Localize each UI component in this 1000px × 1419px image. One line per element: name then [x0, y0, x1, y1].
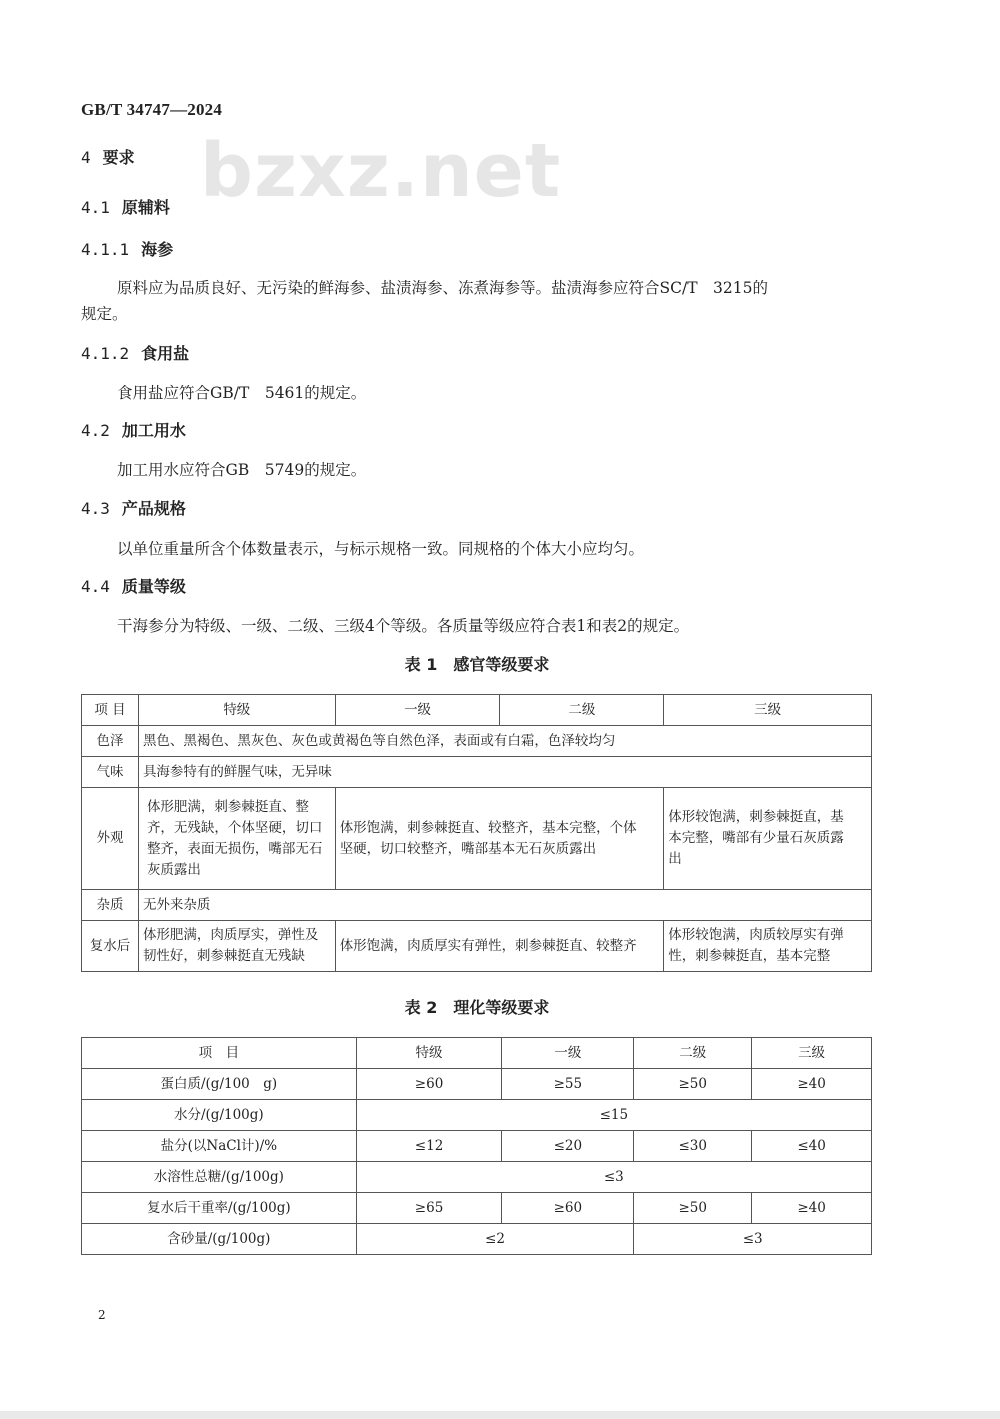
table-cell [664, 788, 872, 890]
heading-number: 4.1.1 [81, 240, 130, 259]
table-cell: ≤3 [356, 1162, 871, 1193]
cell-line: 体形较饱满，刺参棘挺直，基 [668, 809, 844, 825]
table-cell: ≥50 [634, 1193, 752, 1224]
table-cell: 无外来杂质 [138, 890, 871, 921]
page-number: 2 [98, 1308, 106, 1322]
heading-4-3 [81, 496, 186, 519]
table-cell: ≥50 [634, 1069, 752, 1100]
table-cell [138, 921, 335, 972]
cell-line: 体形较饱满，肉质较厚实有弹 [668, 927, 844, 943]
cell-line: 出 [668, 851, 682, 867]
paragraph-4-1-1-line1: 原料应为品质良好、无污染的鲜海参、盐渍海参、冻煮海参等。盐渍海参应符合SC/T 3215的 [117, 279, 768, 297]
cell-line: 性，刺参棘挺直，基本完整 [668, 948, 831, 964]
table-header-row [82, 695, 872, 726]
table-row [82, 921, 872, 972]
heading-title: 食用盐 [141, 344, 190, 363]
heading-number: 4.2 [81, 421, 110, 440]
header-grade3: 三级 [664, 695, 872, 726]
table-cell: ≥40 [752, 1069, 872, 1100]
row-label: 外观 [82, 788, 139, 890]
paragraph-4-1-1-line2: 规定。 [81, 305, 128, 323]
table-cell [335, 788, 664, 890]
table-row [82, 1069, 872, 1100]
table1-caption: 表 1 感官等级要求 [404, 655, 550, 674]
heading-4-1-1 [81, 237, 173, 260]
table-cell: ≥65 [356, 1193, 502, 1224]
row-label: 水分/(g/100g) [82, 1100, 357, 1131]
row-label: 水溶性总糖/(g/100g) [82, 1162, 357, 1193]
cell-line: 体形肥满，肉质厚实，弹性及 [142, 927, 319, 943]
heading-number: 4.3 [81, 499, 110, 518]
heading-title: 要求 [102, 148, 135, 167]
row-label: 复水后干重率/(g/100g) [82, 1193, 357, 1224]
table1-sensory [81, 694, 872, 972]
header-special: 特级 [356, 1038, 502, 1069]
table-cell: ≤2 [356, 1224, 634, 1255]
header-grade2: 二级 [500, 695, 664, 726]
paragraph-4-1-2: 食用盐应符合GB/T 5461的规定。 [117, 384, 367, 402]
table-cell: 具海参特有的鲜腥气味，无异味 [138, 757, 871, 788]
heading-4-2 [81, 418, 186, 441]
cell-line: 坚硬，切口较整齐，嘴部基本无石灰质露出 [339, 840, 597, 857]
header-grade3: 三级 [752, 1038, 872, 1069]
cell-line: 齐，无残缺，个体坚硬，切口 [146, 819, 323, 836]
row-label: 杂质 [82, 890, 139, 921]
bottom-scroll-edge [0, 1411, 1000, 1419]
heading-4-4 [81, 574, 186, 597]
table-cell: ≤30 [634, 1131, 752, 1162]
header-special: 特级 [138, 695, 335, 726]
paragraph-4-2: 加工用水应符合GB 5749的规定。 [117, 461, 367, 479]
heading-title: 海参 [141, 240, 174, 259]
table2-caption: 表 2 理化等级要求 [404, 998, 550, 1017]
table-cell: ≤3 [634, 1224, 872, 1255]
table-row [82, 890, 872, 921]
table-row [82, 1131, 872, 1162]
table-row [82, 1193, 872, 1224]
table-cell: 体形饱满，肉质厚实有弹性，刺参棘挺直、较整齐 [335, 921, 664, 972]
heading-title: 产品规格 [121, 499, 186, 518]
row-label: 含砂量/(g/100g) [82, 1224, 357, 1255]
heading-title: 原辅料 [121, 198, 170, 217]
table-row [82, 726, 872, 757]
heading-number: 4.4 [81, 577, 110, 596]
row-label: 盐分(以NaCl计)/% [82, 1131, 357, 1162]
table-row [82, 1162, 872, 1193]
table-cell: ≥55 [502, 1069, 634, 1100]
row-label: 气味 [82, 757, 139, 788]
table-row [82, 788, 872, 890]
header-grade1: 一级 [335, 695, 500, 726]
table-cell: ≤15 [356, 1100, 871, 1131]
heading-number: 4.1 [81, 198, 110, 217]
paragraph-4-4: 干海参分为特级、一级、二级、三级4个等级。各质量等级应符合表1和表2的规定。 [117, 617, 690, 635]
row-label: 复水后 [82, 921, 139, 972]
table-cell: ≤12 [356, 1131, 502, 1162]
watermark: bzxz.net [200, 128, 562, 214]
table-row [82, 757, 872, 788]
paragraph-4-3: 以单位重量所含个体数量表示，与标示规格一致。同规格的个体大小应均匀。 [117, 540, 645, 558]
heading-4 [81, 145, 135, 168]
cell-line: 整齐，表面无损伤，嘴部无石 [146, 840, 323, 857]
heading-title: 加工用水 [121, 421, 186, 440]
table-cell: ≤20 [502, 1131, 634, 1162]
header-item: 项 目 [82, 1038, 357, 1069]
heading-number: 4.1.2 [81, 344, 130, 363]
header-item: 项 目 [82, 695, 139, 726]
cell-line: 体形饱满，刺参棘挺直、较整齐，基本完整，个体 [339, 819, 637, 836]
table2-physicochemical [81, 1037, 872, 1255]
table-cell: 黑色、黑褐色、黑灰色、灰色或黄褐色等自然色泽，表面或有白霜，色泽较均匀 [138, 726, 871, 757]
row-label: 色泽 [82, 726, 139, 757]
heading-4-1-2 [81, 341, 189, 364]
header-grade1: 一级 [502, 1038, 634, 1069]
cell-line: 灰质露出 [146, 861, 201, 878]
table-cell [664, 921, 872, 972]
heading-number: 4 [81, 148, 91, 167]
cell-line: 韧性好，刺参棘挺直无残缺 [142, 948, 305, 964]
table-cell: ≤40 [752, 1131, 872, 1162]
table-row [82, 1224, 872, 1255]
cell-line: 本完整，嘴部有少量石灰质露 [668, 830, 844, 846]
table-cell [138, 788, 335, 890]
standard-code: GB/T 34747—2024 [81, 100, 223, 119]
row-label: 蛋白质/(g/100 g) [82, 1069, 357, 1100]
cell-line: 体形肥满，刺参棘挺直、整 [146, 798, 309, 815]
table-cell: ≥40 [752, 1193, 872, 1224]
table-row [82, 1100, 872, 1131]
table-cell: ≥60 [502, 1193, 634, 1224]
header-grade2: 二级 [634, 1038, 752, 1069]
heading-title: 质量等级 [121, 577, 186, 596]
heading-4-1 [81, 195, 170, 218]
table-header-row [82, 1038, 872, 1069]
table-cell: ≥60 [356, 1069, 502, 1100]
